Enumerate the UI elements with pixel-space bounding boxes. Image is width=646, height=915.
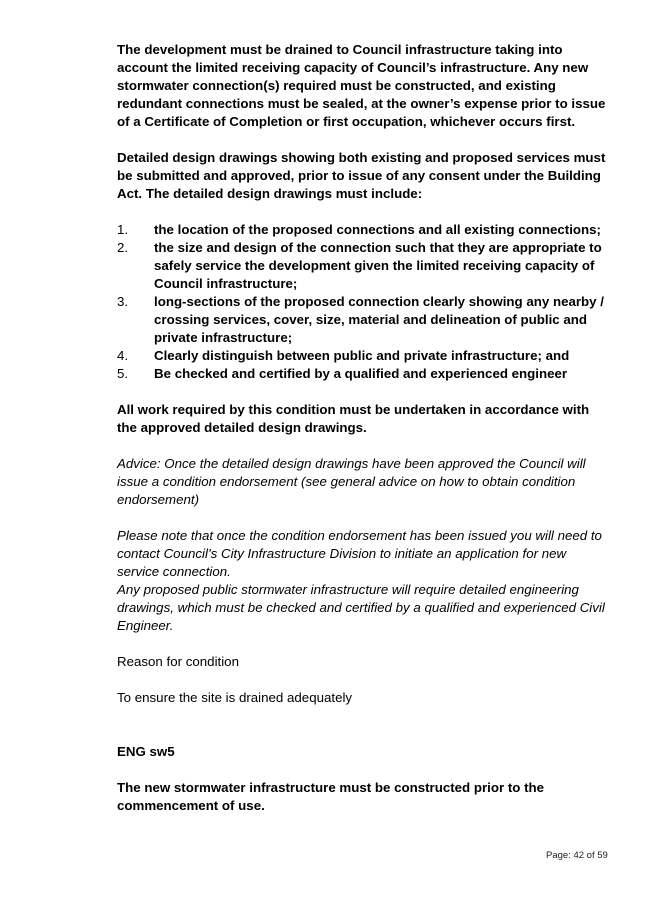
document-body: [117, 41, 607, 815]
list-item: [117, 221, 607, 239]
advice-note: Advice: Once the detailed design drawings have been approved the Council will issue a condition endorsement (see general advice on how to obtain condition endorsement): [117, 456, 586, 507]
design-drawings-list: [117, 221, 607, 383]
paragraph-drainage-requirement: The development must be drained to Council infrastructure taking into account the limited receiving capacity of Council’s infrastructure. Any new stormwater connection(s) required must be constructed, and existing redundant connections must be sealed, at the owner’s expense prior to issue of a Certificate of Completion or first occupation, whichever occurs first.: [117, 42, 606, 129]
list-item: [117, 293, 607, 347]
list-item: [117, 347, 607, 365]
paragraph-design-drawings: Detailed design drawings showing both existing and proposed services must be submitted and approved, prior to issue of any consent under the Building Act. The detailed design drawings must include:: [117, 150, 606, 201]
list-item: [117, 239, 607, 293]
reason-text: To ensure the site is drained adequately: [117, 690, 353, 705]
page-number: Page: 42 of 59: [546, 850, 608, 861]
list-item-number: 5.: [117, 366, 129, 381]
reason-heading: Reason for condition: [117, 654, 239, 669]
list-item-text: Be checked and certified by a qualified and experienced engineer: [154, 366, 568, 381]
list-item-text: long-sections of the proposed connection clearly showing any nearby / crossing services, cover, size, material and delineation of public and private infrastructure;: [154, 294, 604, 345]
engineering-note: Any proposed public stormwater infrastructure will require detailed engineering drawings, which must be checked and certified by a qualified and experienced Civil Engineer.: [117, 582, 605, 633]
connection-note: Please note that once the condition endorsement has been issued you will need to contact Council’s City Infrastructure Division to initiate an application for new service connection.: [117, 528, 602, 579]
list-item-text: Clearly distinguish between public and private infrastructure; and: [154, 348, 570, 363]
list-item-number: 3.: [117, 294, 129, 309]
paragraph-work-accordance: All work required by this condition must be undertaken in accordance with the approved detailed design drawings.: [117, 402, 590, 435]
list-item-number: 2.: [117, 240, 129, 255]
list-item-text: the location of the proposed connections and all existing connections;: [154, 222, 601, 237]
list-item-number: 1.: [117, 222, 129, 237]
condition-code-heading: ENG sw5: [117, 744, 175, 759]
list-item: [117, 365, 607, 383]
list-item-number: 4.: [117, 348, 129, 363]
condition-text: The new stormwater infrastructure must be constructed prior to the commencement of use.: [117, 780, 545, 813]
list-item-text: the size and design of the connection such that they are appropriate to safely service the development given the limited receiving capacity of Council infrastructure;: [154, 240, 602, 291]
